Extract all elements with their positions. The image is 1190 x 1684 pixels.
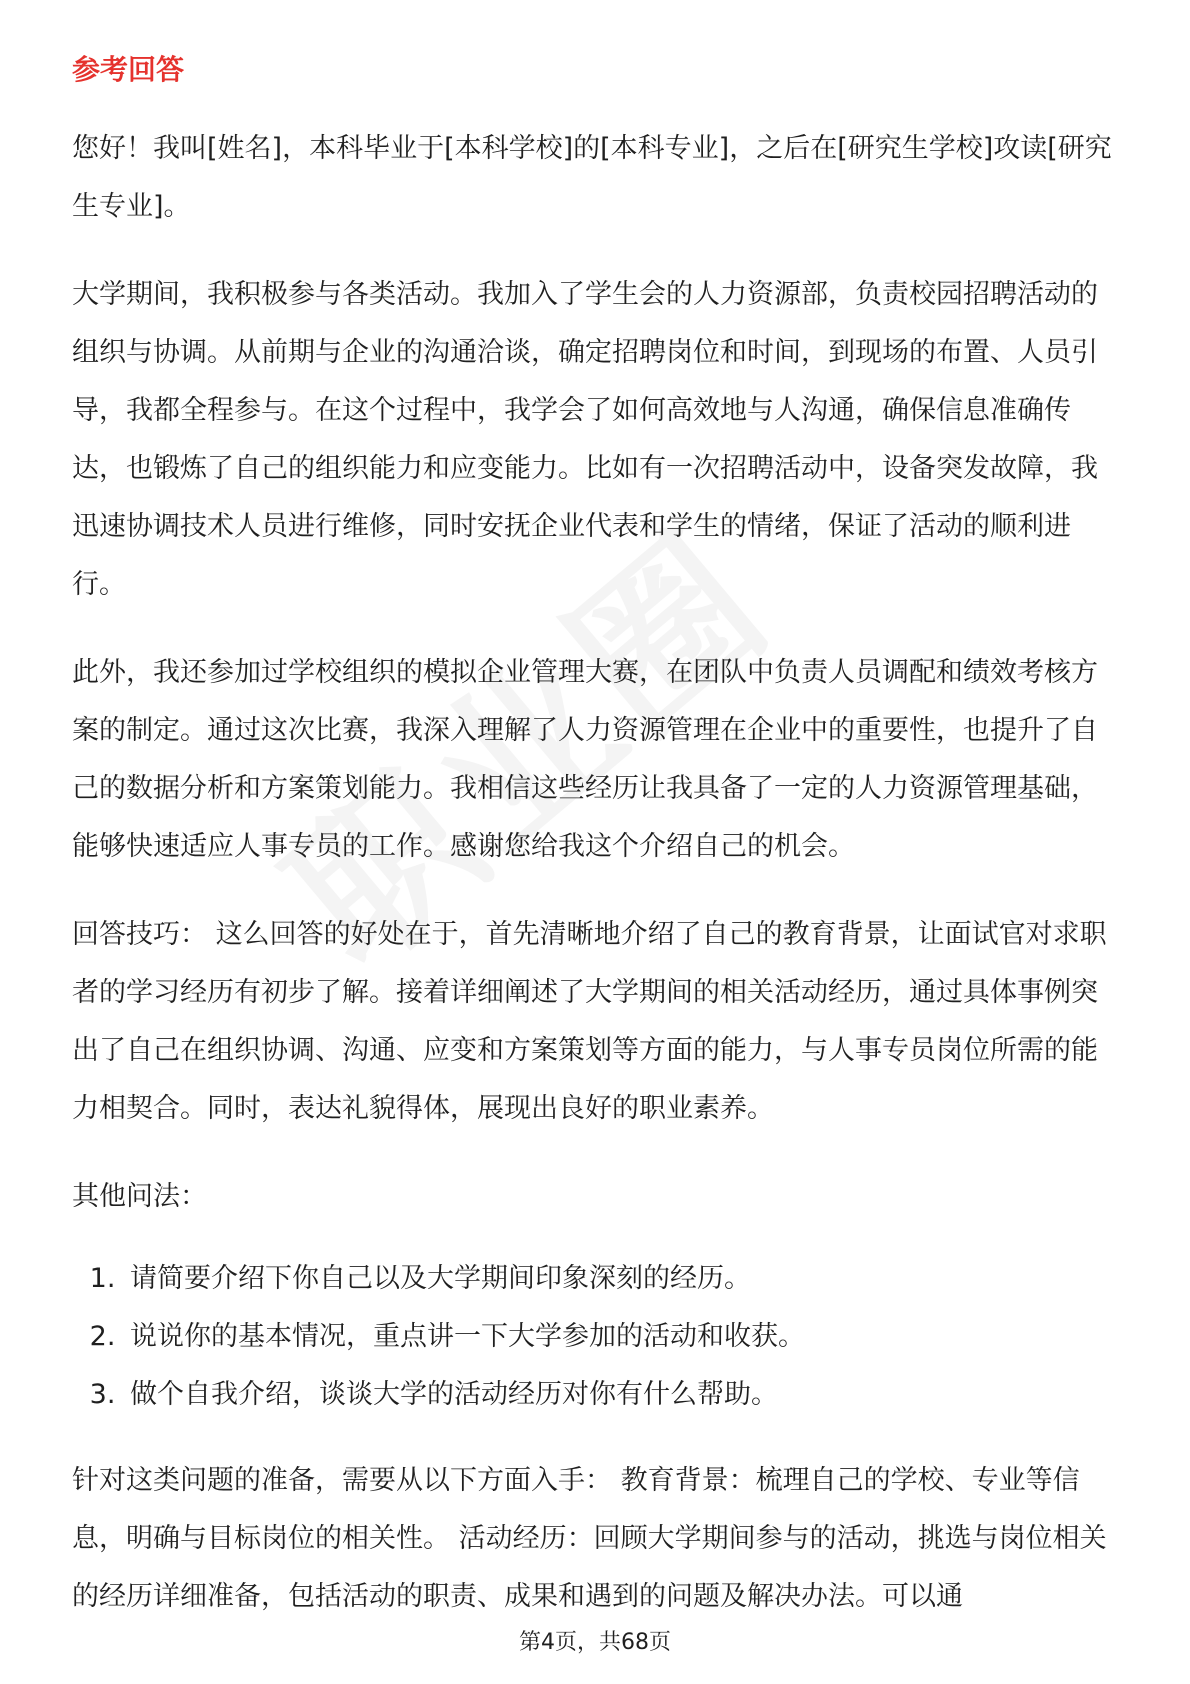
- section-heading: 参考回答: [72, 53, 185, 86]
- page-number: 第4页，共68页: [519, 1630, 671, 1655]
- document-body: [72, 50, 1124, 1656]
- tips-paragraph: 回答技巧： 这么回答的好处在于，首先清晰地介绍了自己的教育背景，让面试官对求职者的学习经历有初步了解。接着详细阐述了大学期间的相关活动经历，通过具体事例突出了自己在组织协调、沟通、应变和方案策划等方面的能力，与人事专员岗位所需的能力相契合。同时，表达礼貌得体，展现出良好的职业素养。: [72, 919, 1107, 1124]
- list-item: 3. 做个自我介绍，谈谈大学的活动经历对你有什么帮助。: [124, 1366, 1124, 1424]
- other-questions-label: 其他问法：: [72, 1181, 207, 1212]
- other-questions-list: [72, 1250, 1124, 1424]
- intro-paragraph: 您好！我叫[姓名]，本科毕业于[本科学校]的[本科专业]，之后在[研究生学校]攻读[研究生专业]。: [72, 133, 1112, 222]
- list-item: 1. 请简要介绍下你自己以及大学期间印象深刻的经历。: [124, 1250, 1124, 1308]
- competition-paragraph: 此外，我还参加过学校组织的模拟企业管理大赛，在团队中负责人员调配和绩效考核方案的制定。通过这次比赛，我深入理解了人力资源管理在企业中的重要性，也提升了自己的数据分析和方案策划能力。我相信这些经历让我具备了一定的人力资源管理基础，能够快速适应人事专员的工作。感谢您给我这个介绍自己的机会。: [72, 657, 1098, 862]
- activities-paragraph: 大学期间，我积极参与各类活动。我加入了学生会的人力资源部，负责校园招聘活动的组织与协调。从前期与企业的沟通洽谈，确定招聘岗位和时间，到现场的布置、人员引导，我都全程参与。在这个过程中，我学会了如何高效地与人沟通，确保信息准确传达，也锻炼了自己的组织能力和应变能力。比如有一次招聘活动中，设备突发故障，我迅速协调技术人员进行维修，同时安抚企业代表和学生的情绪，保证了活动的顺利进行。: [72, 279, 1098, 600]
- preparation-paragraph: 针对这类问题的准备，需要从以下方面入手： 教育背景：梳理自己的学校、专业等信息，明确与目标岗位的相关性。 活动经历：回顾大学期间参与的活动，挑选与岗位相关的经历详细准备，包括活动的职责、成果和遇到的问题及解决办法。可以通: [72, 1465, 1107, 1612]
- list-item: 2. 说说你的基本情况，重点讲一下大学参加的活动和收获。: [124, 1308, 1124, 1366]
